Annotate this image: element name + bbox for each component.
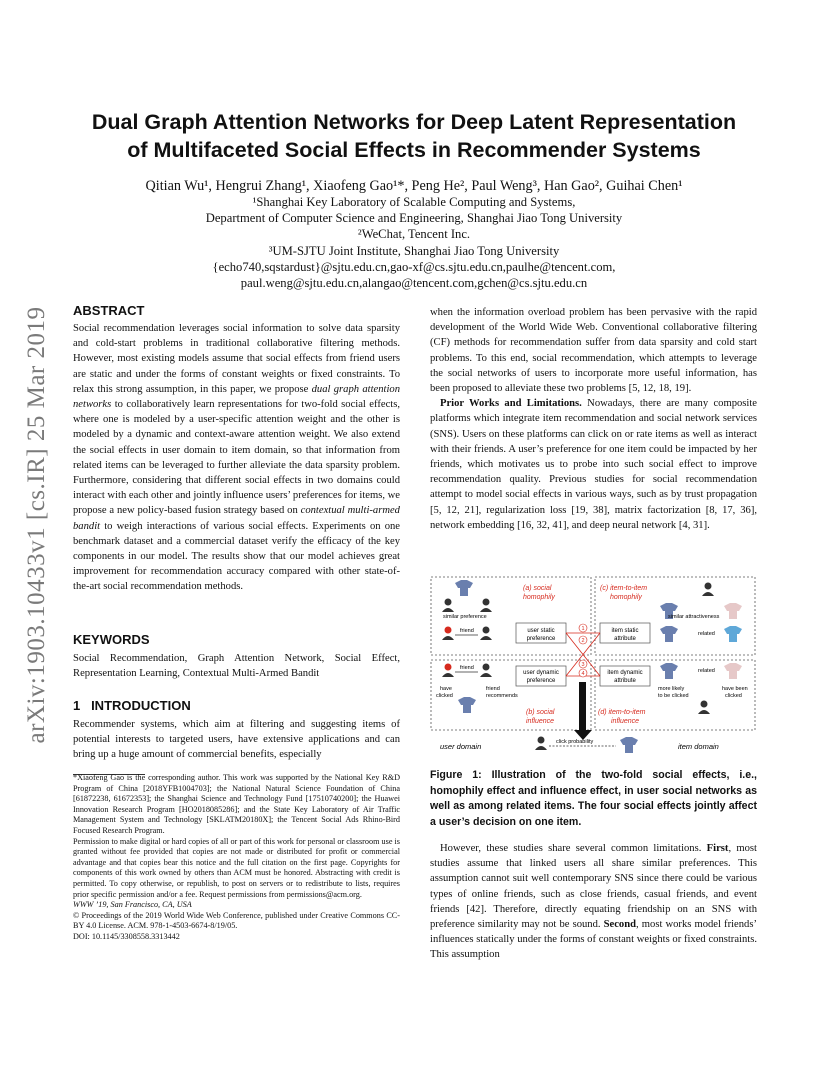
introduction-section	[73, 698, 400, 763]
doi-line: DOI: 10.1145/3308558.3313442	[73, 931, 180, 941]
label-social-homophily-2: homophily	[523, 594, 555, 601]
keywords-section	[73, 632, 400, 681]
shirt-icon	[724, 663, 742, 679]
figure-caption-block	[430, 768, 757, 830]
user-icon	[702, 583, 714, 597]
abstract-emphasis: contextual multi-armed bandit	[73, 505, 400, 532]
paper-title	[60, 108, 768, 164]
label-friend-recommends: friend	[486, 686, 500, 692]
abstract-part: to weigh interactions of various social effects. Experiments on one benchmark dataset and a commercial dataset verify the efficacy of the key components in our model. The results show that our model achieves great improvement for recommendation accuracy compared with other state-of-the-art social recommendation methods.	[73, 520, 400, 593]
title-line-1: Dual Graph Attention Networks for Deep Latent Representation	[91, 110, 737, 134]
down-arrow	[579, 682, 586, 730]
affiliation-line: Department of Computer Science and Engineering, Shanghai Jiao Tong University	[205, 211, 623, 226]
abstract-part: Social recommendation leverages social information to solve data sparsity and cold-start problems in traditional collaborative filtering methods. However, most existing models assume that social effects from friend users are static and under the forms of constant weights or fixed constraints. To relax this strong assumption, in this paper, we propose	[73, 323, 400, 395]
label-item-dynamic-2: attribute	[614, 678, 636, 684]
abstract-part: to collaboratively learn representations for two-fold social effects, where one is modeled by a user-specific attention weight and the other is modeled by a dynamic and context-aware attention weight. We also extend the social effects in user domain to item domain, so that information from related items can be leveraged to further alleviate the data sparsity problem. Furthermore, considering that different social effects in two domains could interact with each other and jointly influence users’ preferences for items, we propose a new policy-based fusion strategy based on	[73, 399, 400, 517]
label-have-clicked: have	[440, 686, 452, 692]
second-label: Second	[603, 919, 637, 931]
user-icon	[442, 599, 454, 613]
affiliation-line: ¹Shanghai Key Laboratory of Scalable Computing and Systems,	[252, 195, 576, 209]
shirt-icon	[458, 697, 476, 713]
number-3: 3	[581, 662, 585, 668]
label-item-domain: item domain	[678, 742, 719, 751]
label-item-influence: (d) item-to-item	[598, 709, 646, 716]
limitations-text: , most works model friends’ influences statically under the forms of constant weights or fixed constraints. This assumption	[430, 919, 758, 961]
label-item-static: item static	[611, 628, 639, 634]
shirt-icon	[620, 737, 638, 753]
number-4: 4	[581, 671, 585, 677]
label-friend: friend	[460, 628, 474, 634]
number-2: 2	[581, 638, 585, 644]
figure-caption: Figure 1: Illustration of the two-fold social effects, i.e., homophily effect and influence effect, in user social networks as well as among related items. The four social effects jointly affect a user’s decision on one item.	[430, 769, 757, 828]
arxiv-stamp	[20, 290, 54, 760]
label-item-homophily: (c) item-to-item	[600, 585, 648, 592]
label-have-clicked-2: clicked	[436, 693, 453, 699]
title-line-2: of Multifaceted Social Effects in Recommender Systems	[127, 138, 701, 162]
label-have-been: have been	[722, 686, 748, 692]
label-item-homophily-2: homophily	[610, 594, 642, 601]
label-click-probability: click probability	[556, 739, 594, 745]
prior-works-text: Nowadays, there are many composite platforms which integrate item recommendation and social network services (SNS). Users on these platforms can click on or rate items as well as interact with their friends. A user’s preference for one item could be impacted by her friends, which motivates us to probe into such social effect to improve recommendation quality. Previous studies for social recommendation attempt to model social effects in various ways, such as by trust propagation [5, 12, 21], regularization loss [19, 38], matrix factorization [8, 17, 36], network embedding [16, 32, 41], and deep neural network [4, 31].	[430, 398, 757, 531]
footnote-author: *Xiaofeng Gao is the corresponding author. This work was supported by the National Key R&D Program of China [2018YFB1004703]; the National Natural Science Foundation of China [61872238, 61672353]; the Shanghai Science and Technology Fund [17510740200]; the Huawei Innovation Research Program [HO2018085286]; and the State Key Laboratory of Air Traffic Management System and Technology [SKLATM20180X]; the Tencent Social Ads Rhino-Bird Focused Research Program.	[73, 773, 400, 835]
user-icon	[442, 664, 454, 678]
label-social-influence-2: influence	[526, 718, 555, 725]
label-friend-recommends-2: recommends	[486, 693, 518, 699]
label-item-static-2: attribute	[614, 636, 636, 642]
abstract-heading: ABSTRACT	[73, 303, 145, 318]
abstract-emphasis: dual graph attention networks	[73, 383, 400, 411]
user-icon	[535, 737, 547, 751]
label-social-influence: (b) social	[526, 709, 555, 716]
affiliation-line: ³UM-SJTU Joint Institute, Shanghai Jiao Tong University	[268, 243, 560, 258]
label-more-likely: more likely	[658, 686, 685, 692]
keywords-text: Social Recommendation, Graph Attention Network, Social Effect, Representation Learning, Contextual Multi-Armed Bandit	[73, 653, 400, 680]
prior-works-heading: Prior Works and Limitations.	[440, 398, 582, 410]
label-have-been-2: clicked	[725, 693, 742, 699]
right-column-bottom	[430, 841, 757, 963]
copyright-line: © Proceedings of the 2019 World Wide Web Conference, published under Creative Commons CC-BY 4.0 License. ACM. 978-1-4503-6674-8/19/05.	[73, 910, 400, 931]
user-icon	[698, 701, 710, 715]
label-similar-attractiveness: similar attractiveness	[668, 614, 720, 620]
label-item-influence-2: influence	[611, 718, 640, 725]
shirt-icon	[660, 626, 678, 642]
prior-works-paragraph	[430, 396, 757, 533]
shirt-icon	[724, 626, 742, 642]
shirt-icon	[455, 580, 473, 596]
limitations-text: , most studies assume that linked users all share similar preferences. This assumption cannot suit well contemporary SNS since there could be various types of online friends, such as close friends, casual friends, and event friends [42]. Therefore, directly equating friendship on an SNS with preference similarity may not be sound.	[430, 843, 757, 931]
affiliations	[60, 194, 768, 291]
email-line: paul.weng@sjtu.edu.cn,alangao@tencent.com,gchen@cs.sjtu.edu.cn	[240, 276, 588, 291]
social-effects-diagram	[428, 574, 758, 760]
label-friend-2: friend	[460, 665, 474, 671]
label-user-dynamic: user dynamic	[523, 670, 559, 676]
user-icon	[480, 664, 492, 678]
user-icon	[442, 627, 454, 641]
label-similar-preference: similar preference	[443, 614, 487, 620]
intro-text: Recommender systems, which aim at filtering and suggesting items of potential interests to targeted users, have extensive applications and can bring up a huge amount of commercial benefits, especially	[73, 719, 400, 761]
label-item-dynamic: item dynamic	[607, 670, 643, 676]
email-line: {echo740,sqstardust}@sjtu.edu.cn,gao-xf@cs.sjtu.edu.cn,paulhe@tencent.com,	[212, 259, 616, 274]
shirt-icon	[724, 603, 742, 619]
user-icon	[480, 627, 492, 641]
keywords-heading: KEYWORDS	[73, 632, 150, 647]
permission-notice: Permission to make digital or hard copies of all or part of this work for personal or classroom use is granted without fee provided that copies are not made or distributed for profit or commercial advantage and that copies bear this notice and the full citation on the first page. Copyrights for components of this work owned by others than ACM must be honored. Abstracting with credit is permitted. To copy otherwise, or republish, to post on servers or to redistribute to lists, requires prior specific permission and/or a fee. Request permissions from permissions@acm.org.	[73, 836, 400, 899]
limitations-text: However, these studies share several common limitations.	[440, 843, 707, 854]
label-related-2: related	[698, 668, 715, 674]
label-user-static: user static	[527, 628, 555, 634]
arxiv-id: arXiv:1903.10433v1 [cs.IR] 25 Mar 2019	[23, 306, 50, 744]
abstract-text	[73, 321, 400, 595]
label-user-dynamic-2: preference	[526, 678, 556, 684]
number-1: 1	[581, 626, 585, 632]
figure-1	[428, 574, 758, 760]
affiliation-line: ²WeChat, Tencent Inc.	[357, 227, 471, 242]
label-more-likely-2: to be clicked	[658, 693, 689, 699]
label-related: related	[698, 631, 715, 637]
author-list: Qitian Wu¹, Hengrui Zhang¹, Xiaofeng Gao¹*, Peng He², Paul Weng³, Han Gao², Guihai Chen¹	[145, 178, 683, 194]
label-user-domain: user domain	[440, 742, 482, 751]
intro-heading: 1 INTRODUCTION	[73, 698, 191, 713]
abstract-section	[73, 303, 400, 595]
label-social-homophily: (a) social	[523, 585, 552, 592]
shirt-icon	[660, 663, 678, 679]
first-label: First	[706, 843, 729, 854]
limitations-paragraph	[430, 841, 757, 963]
intro-continued: when the information overload problem has been pervasive with the rapid development of the World Wide Web. Conventional collaborative filtering (CF) methods for recommendation suffer from data sparsity and cold start problems. To this end, social recommendation, which attempts to leverage the social networks of users to incorporate more useful information, has been proposed to alleviate these two problems [5, 12, 18, 19].	[430, 307, 757, 395]
footnotes	[73, 773, 400, 943]
user-icon	[480, 599, 492, 613]
label-user-static-2: preference	[526, 636, 556, 642]
right-column-top	[430, 305, 757, 533]
conference-line: WWW ’19, San Francisco, CA, USA	[73, 900, 192, 910]
